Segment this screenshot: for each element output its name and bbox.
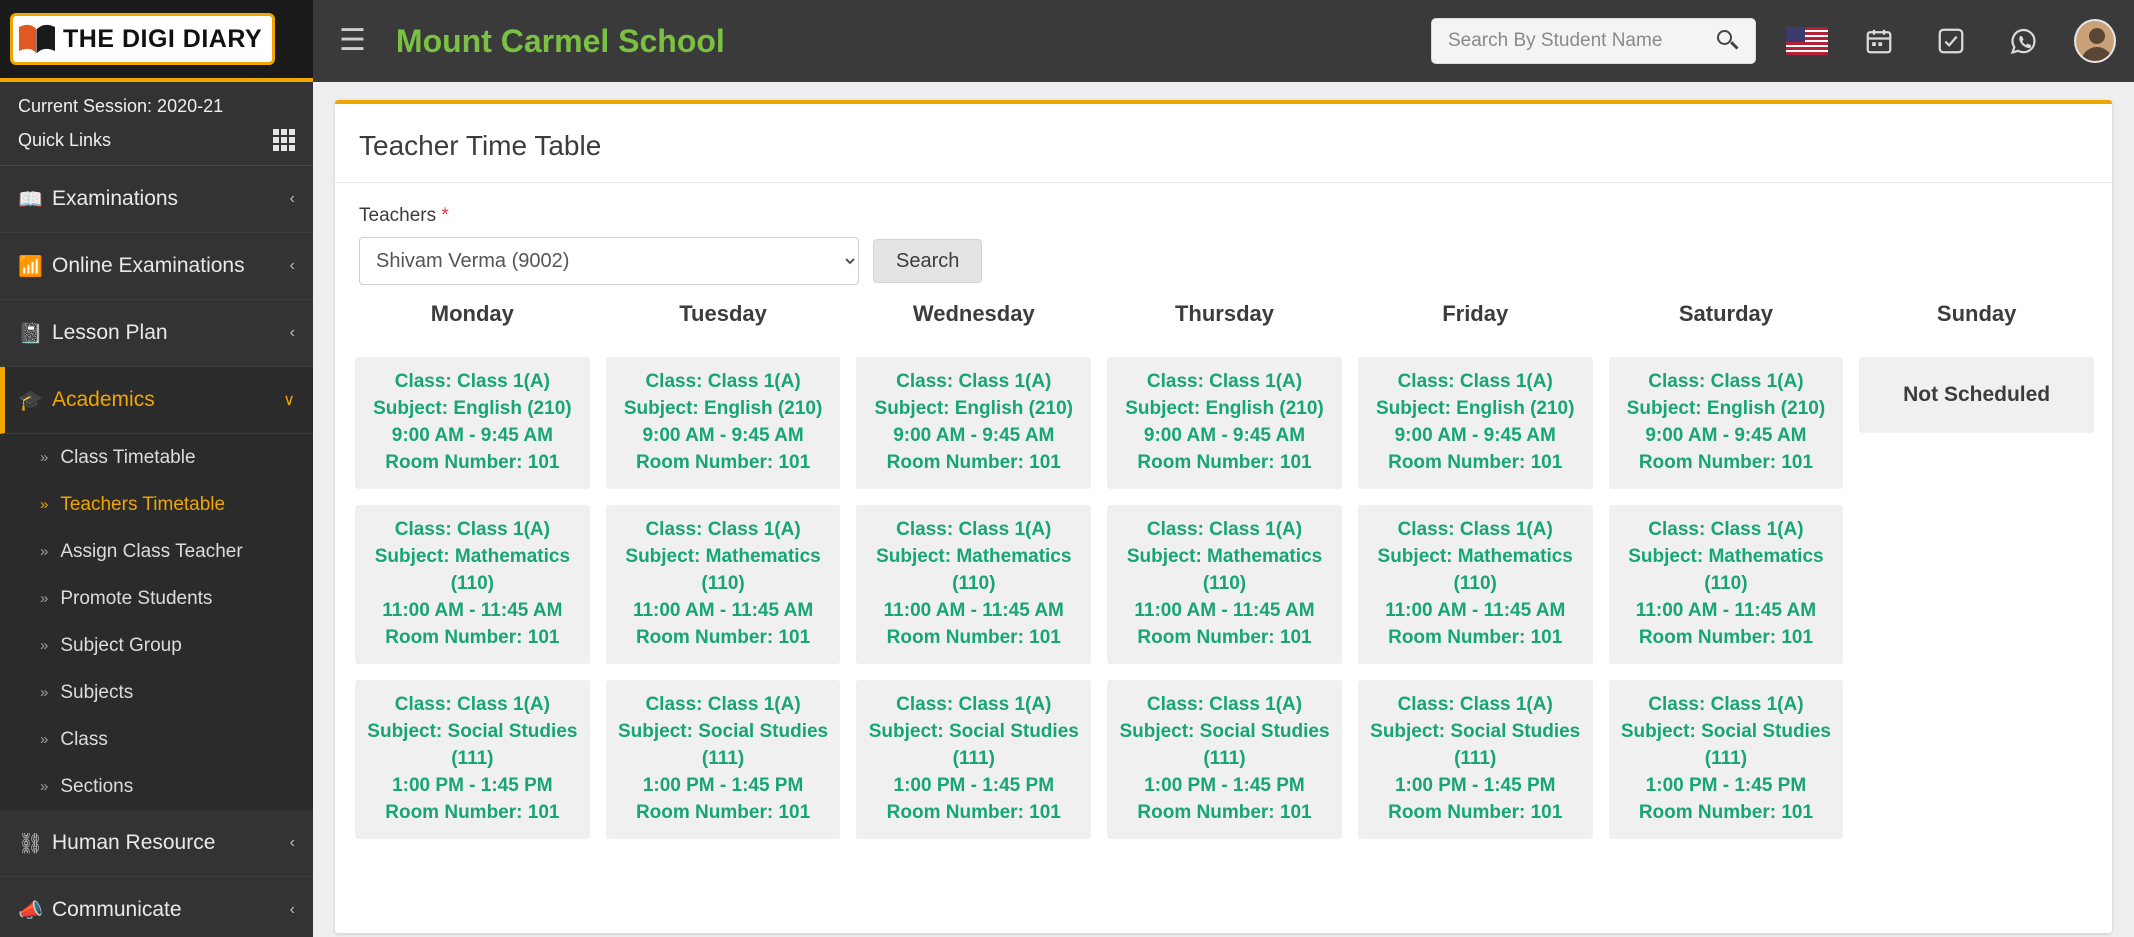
slot-room: Room Number: 101 [635, 801, 811, 823]
chevron-right-icon: » [40, 449, 49, 466]
chevron-right-icon: ‹ [289, 324, 295, 341]
main-content [313, 82, 2134, 937]
slot-time: 9:00 AM - 9:45 AM [1143, 424, 1306, 446]
sidebar-item-label: Lesson Plan [52, 321, 168, 344]
slot-time: 9:00 AM - 9:45 AM [391, 424, 553, 446]
slot-subject: Subject: English (210) [1375, 397, 1575, 419]
timetable-column-tuesday [606, 357, 841, 839]
day-header-thursday: Thursday [1174, 301, 1274, 326]
sidebar-subitem-label: Teachers Timetable [60, 493, 226, 515]
notebook-icon: 📓 [18, 322, 43, 345]
sidebar-subitem-label: Subjects [60, 681, 134, 703]
timetable-slot [1609, 505, 1844, 664]
timetable-slot [1358, 680, 1593, 839]
logo-inner [10, 13, 275, 65]
sidebar-item-label: Academics [52, 388, 155, 411]
quick-links[interactable] [0, 121, 313, 166]
timetable-column-saturday [1609, 357, 1844, 839]
sidebar-subitem-label: Assign Class Teacher [60, 540, 243, 562]
timetable-column-thursday [1107, 357, 1342, 839]
slot-room: Room Number: 101 [1137, 626, 1312, 648]
us-flag [1786, 27, 1828, 55]
slot-time: 9:00 AM - 9:45 AM [1645, 424, 1807, 446]
sidebar-subitem-sections[interactable] [0, 763, 313, 810]
slot-room: Room Number: 101 [1638, 626, 1814, 648]
task-check-icon[interactable] [1930, 20, 1972, 62]
timetable-slot [606, 357, 841, 489]
required-marker: * [441, 205, 449, 226]
chevron-right-icon: ‹ [289, 190, 295, 207]
slot-class: Class: Class 1(A) [645, 371, 801, 392]
select-row [359, 237, 2112, 285]
calendar-icon[interactable] [1858, 20, 1900, 62]
teacher-select[interactable] [359, 237, 859, 285]
card-title: Teacher Time Table [335, 104, 2112, 183]
timetable-slot [856, 357, 1091, 489]
sidebar-subitem-label: Sections [60, 775, 134, 797]
slot-class: Class: Class 1(A) [896, 371, 1052, 392]
top-bar-actions [1431, 18, 2134, 64]
sidebar-item-online-examinations[interactable] [0, 233, 313, 300]
not-scheduled-slot: Not Scheduled [1859, 357, 2094, 433]
timetable-slot [1107, 357, 1342, 489]
sidebar-item-label: Examinations [52, 187, 179, 210]
slot-subject: Subject: English (210) [1125, 397, 1324, 419]
slot-subject: Subject: Mathematics (110) [374, 545, 571, 594]
chevron-right-icon: » [40, 731, 49, 748]
timetable-slot [1609, 357, 1844, 489]
top-bar [0, 0, 2134, 82]
timetable-slot [606, 505, 841, 664]
sidebar-subitem-label: Class Timetable [60, 446, 196, 468]
sidebar-subitem-label: Subject Group [60, 634, 182, 656]
day-header-tuesday: Tuesday [679, 301, 767, 326]
slot-time: 11:00 AM - 11:45 AM [632, 599, 814, 621]
slot-room: Room Number: 101 [385, 801, 560, 823]
slot-subject: Subject: Social Studies (111) [618, 720, 829, 769]
whatsapp-icon[interactable] [2002, 20, 2044, 62]
timetable-slot [1107, 505, 1342, 664]
timetable-slot [1107, 680, 1342, 839]
signal-icon: 📶 [18, 255, 43, 278]
day-header-friday: Friday [1442, 301, 1509, 326]
slot-time: 1:00 PM - 1:45 PM [1394, 774, 1556, 796]
chevron-right-icon: » [40, 684, 49, 701]
org-chart-icon: ⛓ [18, 832, 44, 855]
slot-subject: Subject: Mathematics (110) [1126, 545, 1323, 594]
slot-time: 11:00 AM - 11:45 AM [1385, 599, 1566, 621]
sidebar-subitem-class-timetable[interactable] [0, 434, 313, 481]
slot-subject: Subject: Social Studies (111) [1620, 720, 1831, 769]
slot-class: Class: Class 1(A) [394, 518, 550, 540]
timetable-column-monday [355, 357, 590, 839]
sidebar-subitem-promote-students[interactable] [0, 575, 313, 622]
slot-class: Class: Class 1(A) [394, 371, 550, 392]
slot-time: 1:00 PM - 1:45 PM [1144, 774, 1305, 796]
grid-icon[interactable] [273, 129, 295, 151]
slot-room: Room Number: 101 [1137, 451, 1312, 473]
user-avatar-icon[interactable] [2074, 20, 2116, 62]
sidebar-subitem-class[interactable] [0, 716, 313, 763]
quick-links-label: Quick Links [18, 129, 112, 150]
teachers-label [359, 205, 2112, 227]
slot-room: Room Number: 101 [635, 626, 811, 648]
sidebar-subitem-label: Promote Students [60, 587, 213, 609]
chevron-right-icon: ‹ [289, 257, 295, 274]
slot-time: 1:00 PM - 1:45 PM [642, 774, 804, 796]
chevron-right-icon: ‹ [289, 901, 295, 918]
slot-time: 11:00 AM - 11:45 AM [382, 599, 563, 621]
sidebar-subitem-subjects[interactable] [0, 669, 313, 716]
timetable-slot [1358, 505, 1593, 664]
brand-logo[interactable] [0, 0, 313, 82]
megaphone-icon: 📣 [18, 899, 43, 922]
slot-room: Room Number: 101 [1638, 801, 1814, 823]
page-title: Mount Carmel School [395, 22, 725, 59]
search-icon[interactable] [1717, 30, 1739, 52]
sidebar-subitem-subject-group[interactable] [0, 622, 313, 669]
slot-subject: Subject: English (210) [874, 397, 1074, 419]
search-box[interactable] [1431, 18, 1756, 64]
sidebar-subitem-teachers-timetable[interactable] [0, 481, 313, 528]
slot-class: Class: Class 1(A) [1146, 693, 1303, 715]
timetable-slot [355, 680, 590, 839]
sidebar-item-label: Human Resource [52, 831, 216, 854]
slot-room: Room Number: 101 [1388, 801, 1563, 823]
slot-room: Room Number: 101 [385, 626, 560, 648]
slot-class: Class: Class 1(A) [1648, 371, 1804, 392]
search-input[interactable] [1432, 20, 1697, 62]
chevron-right-icon: ‹ [289, 834, 295, 851]
teacher-filter-form [335, 183, 2112, 285]
slot-room: Room Number: 101 [1638, 451, 1814, 473]
slot-class: Class: Class 1(A) [645, 693, 801, 715]
avatar [2074, 19, 2116, 63]
chevron-right-icon: » [40, 496, 49, 513]
sidebar-subitem-assign-class-teacher[interactable] [0, 528, 313, 575]
day-header-saturday: Saturday [1678, 301, 1773, 326]
slot-time: 11:00 AM - 11:45 AM [1635, 599, 1817, 621]
teachers-label-text: Teachers [359, 205, 437, 226]
slot-time: 9:00 AM - 9:45 AM [642, 424, 804, 446]
slot-class: Class: Class 1(A) [1648, 693, 1804, 715]
sidebar-item-label: Online Examinations [52, 254, 245, 277]
book-icon: 📖 [18, 188, 43, 211]
slot-subject: Subject: Mathematics (110) [1628, 545, 1824, 594]
chevron-right-icon: » [40, 778, 49, 795]
timetable-slot [355, 357, 590, 489]
slot-room: Room Number: 101 [1388, 626, 1563, 648]
slot-subject: Subject: Mathematics (110) [625, 545, 821, 594]
slot-class: Class: Class 1(A) [896, 518, 1052, 540]
timetable-slot [856, 680, 1091, 839]
sidebar-item-label: Communicate [52, 898, 182, 921]
current-session: Current Session: 2020-21 [18, 96, 224, 116]
slot-time: 11:00 AM - 11:45 AM [1134, 599, 1315, 621]
slot-room: Room Number: 101 [886, 801, 1061, 823]
slot-subject: Subject: Social Studies (111) [868, 720, 1079, 769]
timetable-slot [856, 505, 1091, 664]
timetable-slot [1609, 680, 1844, 839]
teacher-timetable-card [335, 100, 2112, 933]
slot-subject: Subject: Mathematics (110) [876, 545, 1072, 594]
slot-class: Class: Class 1(A) [1648, 518, 1804, 540]
chevron-right-icon: » [40, 543, 49, 560]
timetable-column-wednesday [856, 357, 1091, 839]
slot-room: Room Number: 101 [385, 451, 560, 473]
sidebar [0, 82, 313, 937]
slot-class: Class: Class 1(A) [394, 693, 550, 715]
timetable-slot [606, 680, 841, 839]
timetable-column-sunday [1859, 357, 2094, 839]
slot-time: 9:00 AM - 9:45 AM [893, 424, 1055, 446]
slot-subject: Subject: Social Studies (111) [367, 720, 578, 769]
timetable-grid [335, 357, 2112, 839]
search-button[interactable]: Search [873, 239, 982, 283]
day-header-sunday: Sunday [1936, 301, 2017, 326]
slot-room: Room Number: 101 [886, 626, 1061, 648]
slot-subject: Subject: English (210) [623, 397, 823, 419]
logo-text: THE DIGI DIARY [63, 24, 263, 53]
chevron-right-icon: » [40, 590, 49, 607]
chevron-right-icon: » [40, 637, 49, 654]
graduation-cap-icon: 🎓 [18, 389, 43, 412]
timetable-slot [355, 505, 590, 664]
slot-class: Class: Class 1(A) [1146, 518, 1303, 540]
timetable-column-friday [1358, 357, 1593, 839]
slot-room: Room Number: 101 [635, 451, 811, 473]
sidebar-item-lesson-plan[interactable] [0, 300, 313, 367]
slot-time: 1:00 PM - 1:45 PM [893, 774, 1055, 796]
slot-time: 11:00 AM - 11:45 AM [883, 599, 1064, 621]
slot-class: Class: Class 1(A) [1146, 371, 1303, 392]
slot-subject: Subject: English (210) [373, 397, 572, 419]
sidebar-subitem-label: Class [60, 728, 108, 750]
slot-time: 9:00 AM - 9:45 AM [1394, 424, 1556, 446]
slot-time: 1:00 PM - 1:45 PM [1645, 774, 1807, 796]
slot-subject: Subject: Social Studies (111) [1119, 720, 1330, 769]
menu-toggle-icon[interactable]: ☰ [339, 24, 366, 57]
day-header-wednesday: Wednesday [912, 301, 1035, 326]
slot-subject: Subject: English (210) [1626, 397, 1826, 419]
language-flag-icon[interactable] [1786, 20, 1828, 62]
slot-class: Class: Class 1(A) [1397, 371, 1553, 392]
sidebar-item-academics[interactable] [0, 367, 313, 434]
timetable-header-row [335, 301, 2112, 341]
slot-subject: Subject: Social Studies (111) [1370, 720, 1581, 769]
slot-class: Class: Class 1(A) [896, 693, 1052, 715]
slot-room: Room Number: 101 [886, 451, 1061, 473]
slot-class: Class: Class 1(A) [1397, 693, 1553, 715]
timetable-slot [1358, 357, 1593, 489]
slot-room: Room Number: 101 [1137, 801, 1312, 823]
day-header-monday: Monday [430, 301, 514, 326]
sidebar-item-human-resource[interactable] [0, 810, 313, 877]
open-book-icon [17, 21, 57, 57]
slot-time: 1:00 PM - 1:45 PM [392, 774, 553, 796]
slot-class: Class: Class 1(A) [1397, 518, 1553, 540]
slot-class: Class: Class 1(A) [645, 518, 801, 540]
sidebar-item-communicate[interactable] [0, 877, 313, 937]
sidebar-item-examinations[interactable] [0, 166, 313, 233]
slot-subject: Subject: Mathematics (110) [1377, 545, 1573, 594]
chevron-down-icon: ∨ [283, 392, 295, 409]
slot-room: Room Number: 101 [1388, 451, 1563, 473]
